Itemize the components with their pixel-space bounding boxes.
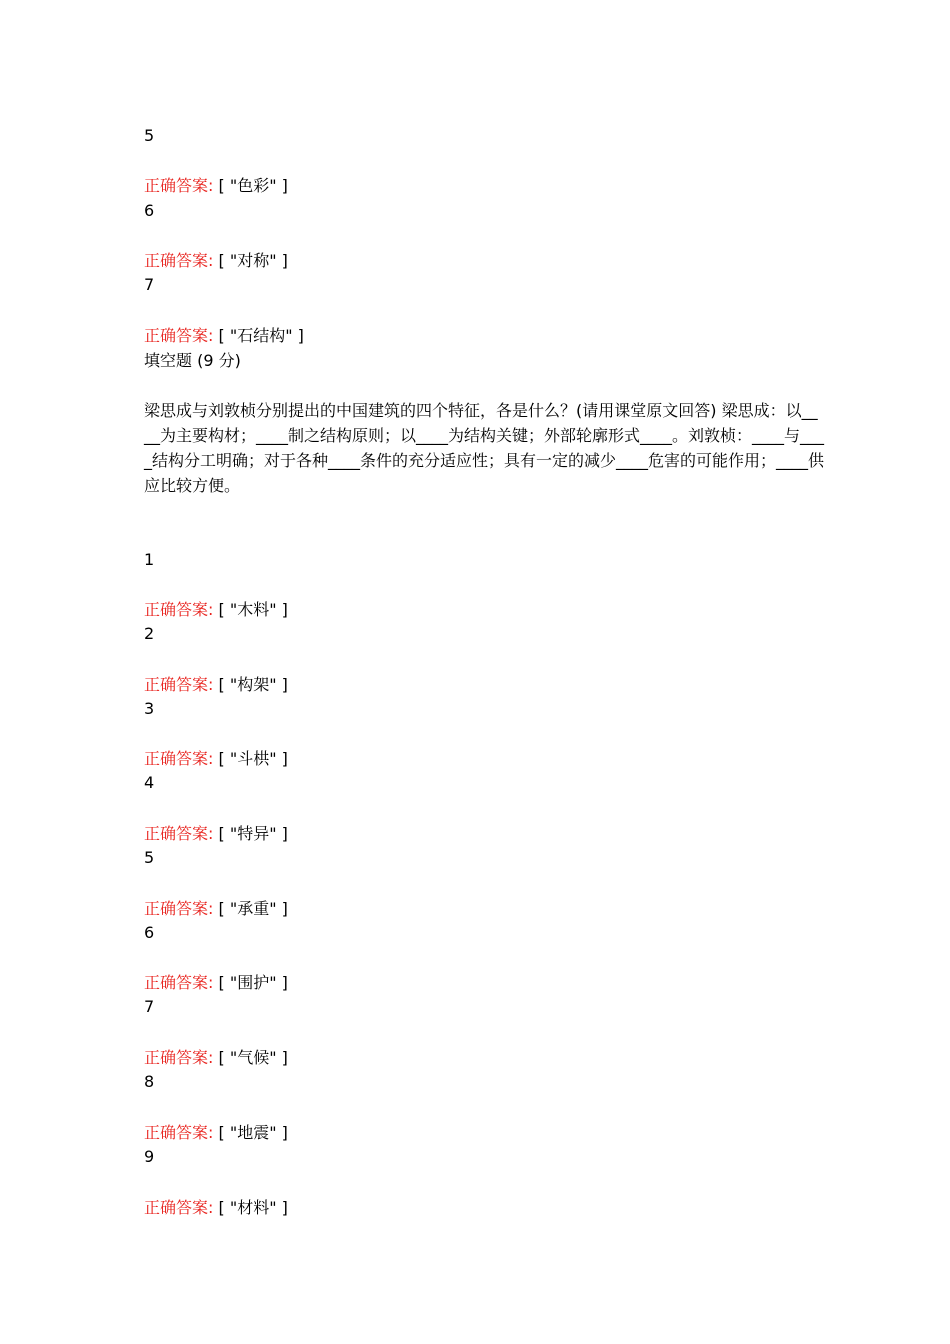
answer-line [144, 673, 288, 697]
blank-number: 6 [144, 201, 155, 220]
answer-label: 正确答案: [144, 824, 214, 843]
answer-label: 正确答案: [144, 899, 214, 918]
answer-value: [ "围护" ] [218, 973, 288, 992]
blank-number: 5 [144, 848, 155, 867]
blank-number: 2 [144, 624, 155, 643]
answer-label: 正确答案: [144, 973, 214, 992]
answer-line [144, 1196, 288, 1220]
answer-value: [ "地震" ] [218, 1123, 288, 1142]
answer-value: [ "木料" ] [218, 600, 288, 619]
answer-value: [ "构架" ] [218, 675, 288, 694]
answer-line [144, 174, 288, 198]
answer-label: 正确答案: [144, 675, 214, 694]
answer-line [144, 1121, 288, 1145]
answer-label: 正确答案: [144, 251, 214, 270]
answer-value: [ "对称" ] [218, 251, 288, 270]
blank-number: 7 [144, 997, 155, 1016]
answer-line [144, 249, 288, 273]
answer-line [144, 1046, 288, 1070]
answer-value: [ "色彩" ] [218, 176, 288, 195]
blank-number: 1 [144, 550, 155, 569]
answer-value: [ "承重" ] [218, 899, 288, 918]
blank-number: 3 [144, 699, 155, 718]
answer-value: [ "石结构" ] [218, 326, 304, 345]
answer-label: 正确答案: [144, 749, 214, 768]
blank-number: 5 [144, 126, 155, 145]
blank-number: 6 [144, 923, 155, 942]
answer-line [144, 324, 304, 348]
answer-label: 正确答案: [144, 1123, 214, 1142]
answer-label: 正确答案: [144, 326, 214, 345]
answer-label: 正确答案: [144, 600, 214, 619]
answer-label: 正确答案: [144, 1198, 214, 1217]
answer-value: [ "气候" ] [218, 1048, 288, 1067]
answer-label: 正确答案: [144, 176, 214, 195]
answer-line [144, 971, 288, 995]
answer-line [144, 747, 288, 771]
blank-number: 4 [144, 773, 155, 792]
answer-line [144, 598, 288, 622]
answer-value: [ "特异" ] [218, 824, 288, 843]
answer-line [144, 822, 288, 846]
answer-line [144, 897, 288, 921]
answer-label: 正确答案: [144, 1048, 214, 1067]
section-heading: 填空题 (9 分) [144, 351, 241, 370]
blank-number: 9 [144, 1147, 155, 1166]
blank-number: 7 [144, 275, 155, 294]
answer-value: [ "斗栱" ] [218, 749, 288, 768]
question-text: 梁思成与刘敦桢分别提出的中国建筑的四个特征，各是什么？(请用课堂原文回答) 梁思成：以____为主要构材；____制之结构原则；以____为结构关键；外部轮廓形式____。刘敦桢：____与____结构分工明确；对于各种____条件的充分适应性；具有一定的减少____危害的可能作用；____供应比较方便。 [144, 401, 825, 495]
answer-value: [ "材料" ] [218, 1198, 288, 1217]
blank-number: 8 [144, 1072, 155, 1091]
